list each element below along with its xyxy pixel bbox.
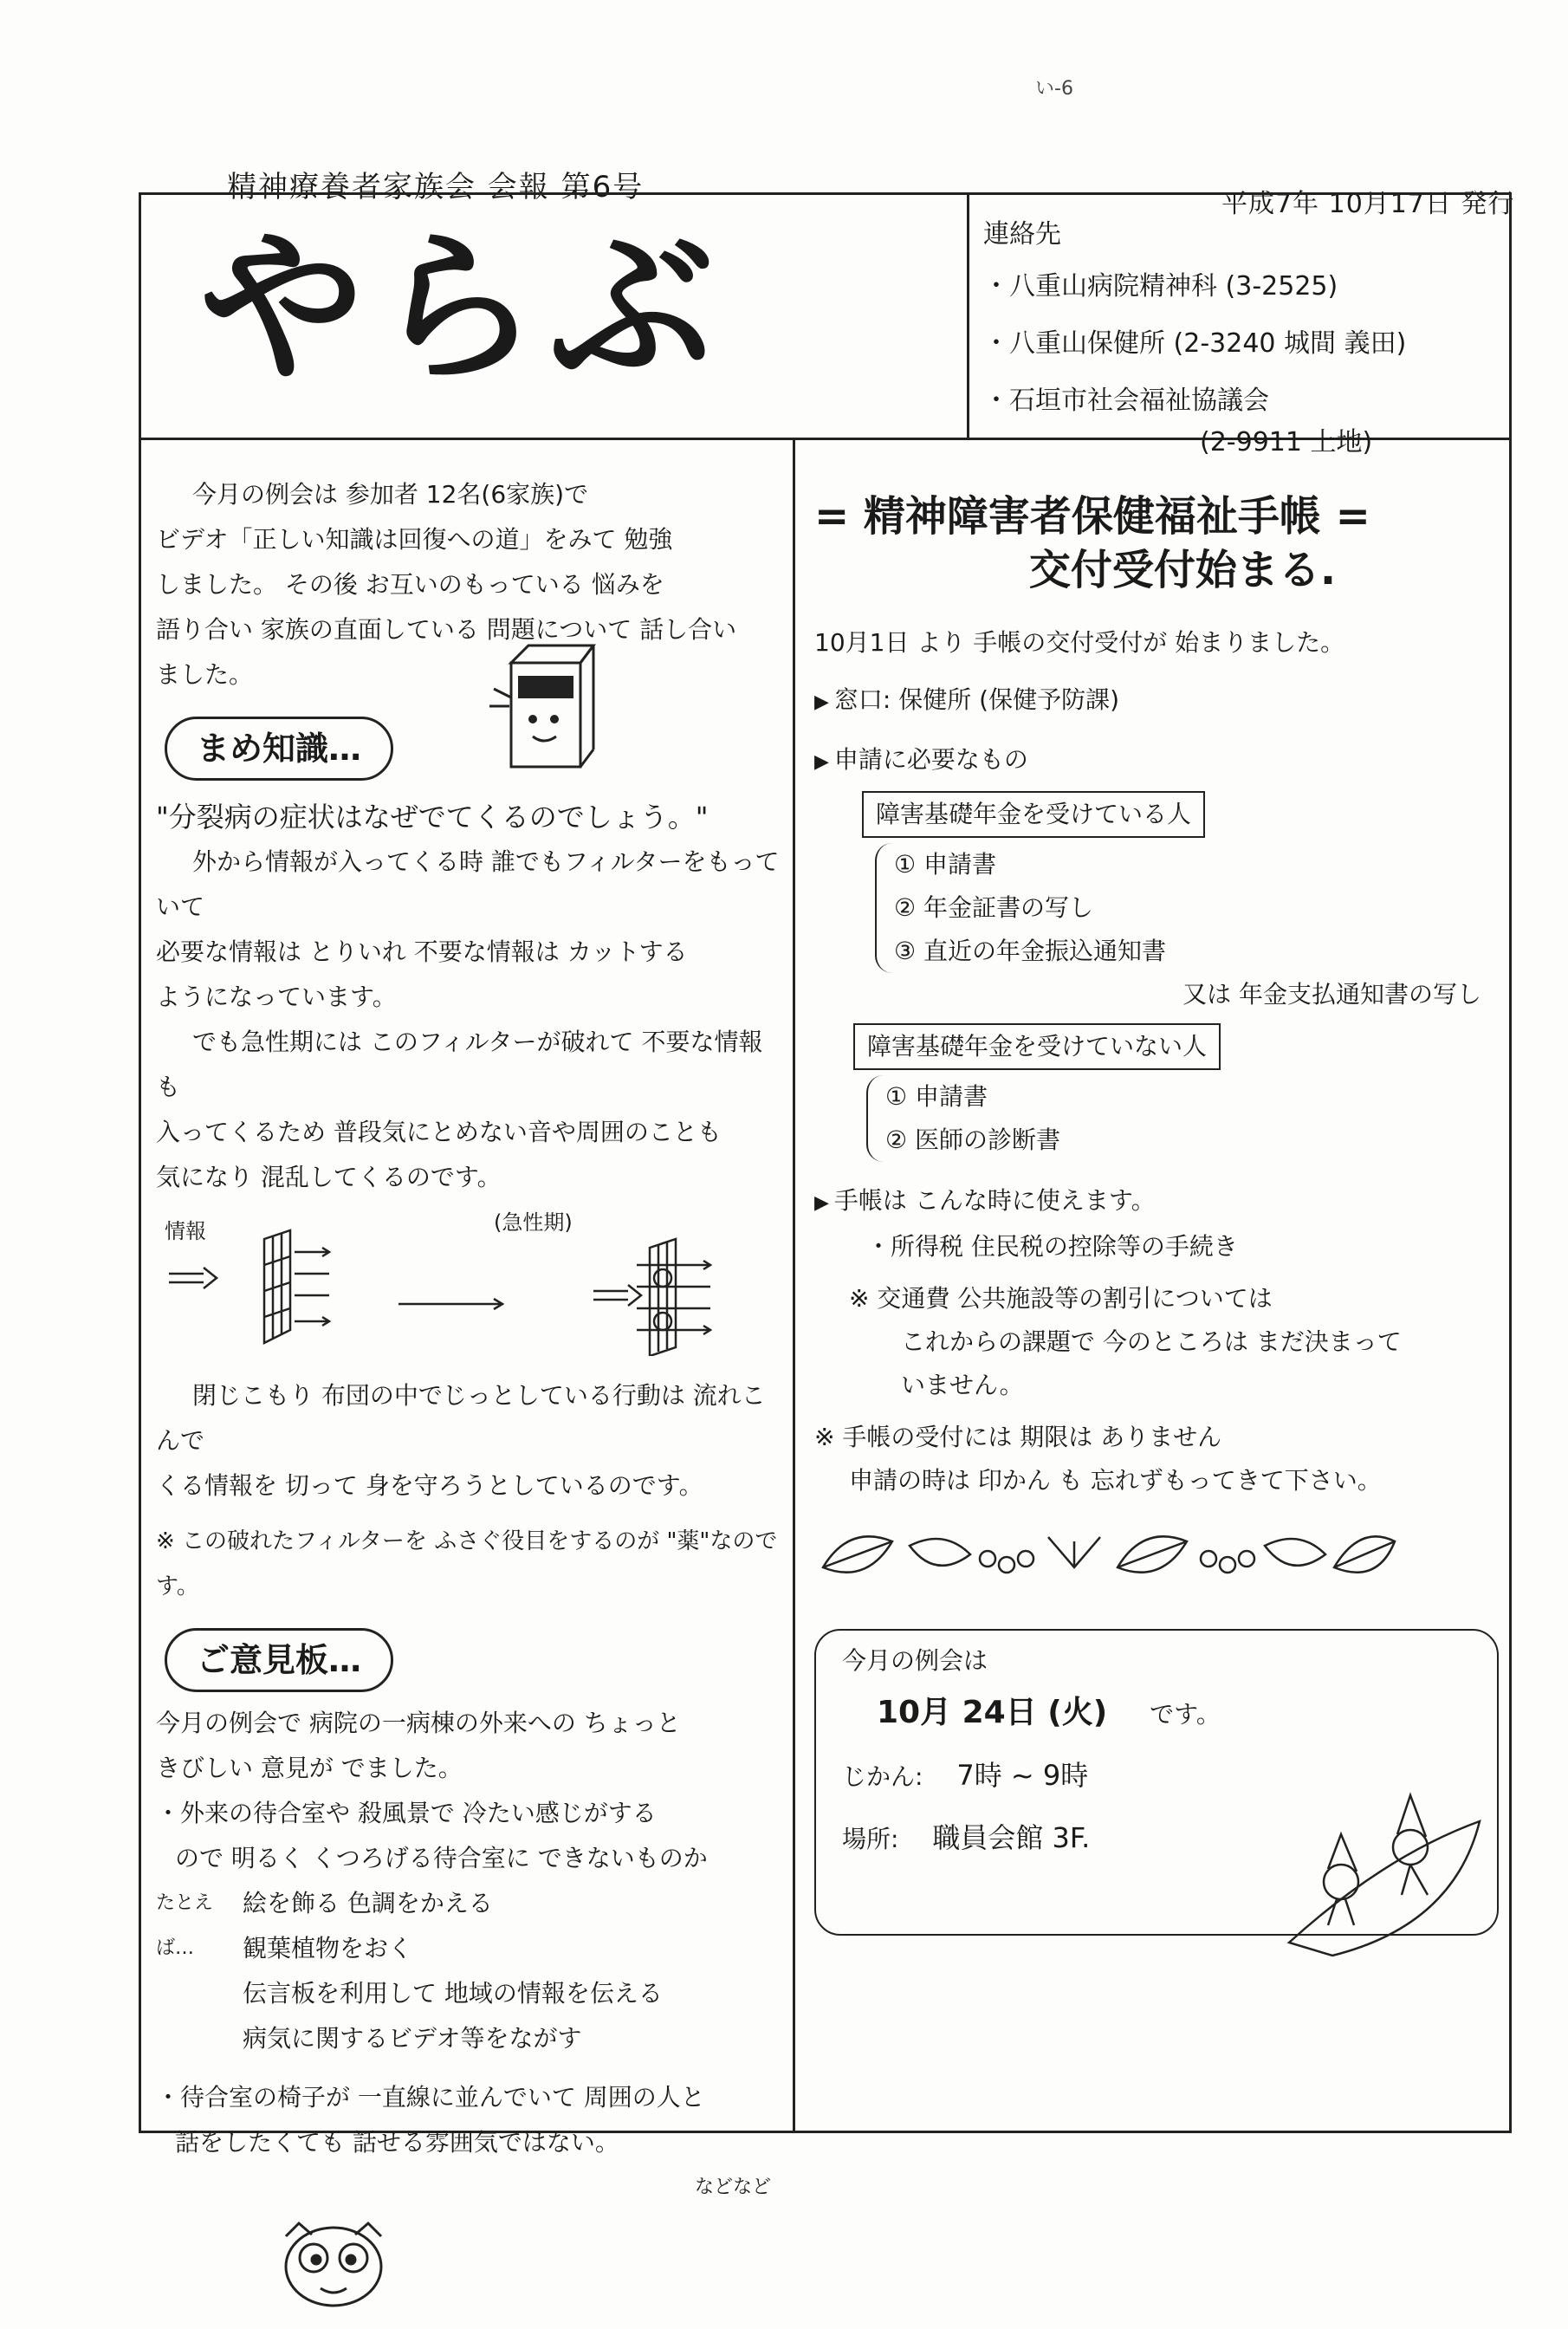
group1-alt: 又は 年金支払通知書の写し bbox=[1182, 980, 1481, 1009]
headline-main: = 精神障害者保健福祉手帳 = bbox=[814, 492, 1370, 541]
group1-list bbox=[875, 843, 1499, 973]
knowledge-line: 気になり 混乱してくるのです。 bbox=[156, 1163, 502, 1191]
right-column bbox=[814, 490, 1499, 1936]
meeting-date: 10月 24日 (火) bbox=[877, 1695, 1108, 1730]
column-divider bbox=[793, 438, 795, 2133]
etc-label: などなど bbox=[694, 2177, 771, 2198]
intro-line: ビデオ「正しい知識は回復への道」をみて 勉強 bbox=[156, 525, 673, 554]
group1-item: ① 申請書 bbox=[894, 850, 997, 879]
contact-item: ・八重山保健所 (2-3240 城間 義田) bbox=[983, 328, 1407, 359]
knowledge-line: 外から情報が入ってくる時 誰でもフィルターをもっていて bbox=[156, 847, 780, 921]
newsletter-title: やらぶ bbox=[199, 211, 725, 404]
intro-line: 今月の例会は 参加者 12名(6家族)で bbox=[192, 480, 589, 509]
contact-heading: 連絡先 bbox=[983, 219, 1061, 250]
knowledge-line: 閉じこもり 布団の中でじっとしている行動は 流れこんで bbox=[156, 1381, 766, 1455]
usage-item: ・所得税 住民税の控除等の手続き bbox=[866, 1232, 1238, 1261]
meeting-time-label: じかん: bbox=[842, 1762, 923, 1791]
example-item: 絵を飾る 色調をかえる bbox=[243, 1889, 493, 1917]
meeting-heading: 今月の例会は bbox=[842, 1646, 988, 1675]
opinion-bullet: ・待合室の椅子が 一直線に並んでいて 周囲の人と bbox=[156, 2083, 705, 2112]
group2-item: ② 医師の診断書 bbox=[885, 1126, 1061, 1154]
note1-line: ※ 交通費 公共施設等の割引については bbox=[849, 1284, 1273, 1313]
acute-label: (急性期) bbox=[494, 1210, 573, 1235]
intro-line: ました。 bbox=[156, 660, 254, 689]
knowledge-heading: まめ知識… bbox=[165, 717, 393, 781]
filter-diagram bbox=[156, 1209, 780, 1356]
contact-item: ・八重山病院精神科 (3-2525) bbox=[983, 271, 1338, 302]
group1-item: ③ 直近の年金振込通知書 bbox=[894, 937, 1167, 965]
info-label: 情報 bbox=[165, 1219, 206, 1243]
example-item: 伝言板を利用して 地域の情報を伝える bbox=[243, 1979, 663, 2008]
newsletter-issue: 精神療養者家族会 会報 第6号 bbox=[227, 170, 645, 204]
header-column-divider bbox=[967, 192, 969, 440]
intro-line: 語り合い 家族の直面している 問題について 話し合い bbox=[156, 615, 737, 644]
opinion-bullet: ・外来の待合室や 殺風景で 冷たい感じがする bbox=[156, 1799, 657, 1827]
meeting-place-label: 場所: bbox=[842, 1825, 899, 1853]
meeting-place: 職員会館 3F. bbox=[932, 1821, 1091, 1854]
opinion-heading: ご意見板… bbox=[165, 1628, 393, 1692]
knowledge-line: くる情報を 切って 身を守ろうとしているのです。 bbox=[156, 1471, 703, 1500]
leaf-border bbox=[814, 1520, 1403, 1589]
start-notice: 10月1日 より 手帳の交付受付が 始まりました。 bbox=[814, 628, 1345, 657]
window-info: ▶ 窓口: 保健所 (保健予防課) bbox=[814, 678, 1499, 724]
opinion-line: 今月の例会で 病院の一病棟の外来への ちょっと bbox=[156, 1709, 681, 1737]
filter-drawing bbox=[156, 1226, 780, 1356]
page-number: い-6 bbox=[1035, 78, 1073, 100]
example-item: 病気に関するビデオ等をながす bbox=[243, 2024, 582, 2053]
contact-sub: (2-9911 上地) bbox=[1200, 427, 1373, 457]
knowledge-line: ようになっています。 bbox=[156, 983, 397, 1011]
group2-label: 障害基礎年金を受けていない人 bbox=[853, 1023, 1221, 1070]
left-column bbox=[156, 472, 780, 2329]
knowledge-line: 必要な情報は とりいれ 不要な情報は カットする bbox=[156, 937, 688, 966]
meeting-box bbox=[814, 1629, 1499, 1936]
opinion-bullet-cont: 話をしたくても 話せる雰囲気ではない。 bbox=[175, 2128, 619, 2157]
group2-list bbox=[866, 1075, 1499, 1162]
note1-line: いません。 bbox=[901, 1371, 1024, 1399]
book-illustration bbox=[485, 637, 598, 784]
example-block bbox=[156, 1881, 780, 2061]
example-label: たとえば… bbox=[156, 1892, 214, 1959]
owl-illustration bbox=[269, 2210, 398, 2314]
opinion-line: きびしい 意見が でました。 bbox=[156, 1754, 463, 1782]
intro-line: しました。 その後 お互いのもっている 悩みを bbox=[156, 570, 664, 599]
opinion-bullet-cont: ので 明るく くつろげる待合室に できないものか bbox=[175, 1844, 708, 1872]
usage-heading: ▶ 手帳は こんな時に使えます。 bbox=[814, 1179, 1499, 1225]
example-item: 観葉植物をおく bbox=[243, 1934, 413, 1962]
knowledge-line: でも急性期には このフィルターが破れて 不要な情報も bbox=[156, 1028, 763, 1101]
contact-item: ・石垣市社会福祉協議会 bbox=[983, 386, 1269, 416]
note2-line: ※ 手帳の受付には 期限は ありません bbox=[814, 1423, 1222, 1451]
note2-line: 申請の時は 印かん も 忘れずもってきて下さい。 bbox=[849, 1466, 1382, 1495]
group2-item: ① 申請書 bbox=[885, 1082, 988, 1111]
knowledge-line: 入ってくるため 普段気にとめない音や周囲のことも bbox=[156, 1118, 722, 1146]
gnome-illustration bbox=[1280, 1787, 1488, 1960]
note1-line: これからの課題で 今のところは まだ決まって bbox=[901, 1327, 1402, 1356]
knowledge-question: "分裂病の症状はなぜでてくるのでしょう。" bbox=[156, 801, 709, 834]
issue-date: 平成7年 10月17日 発行 bbox=[1221, 189, 1515, 219]
medicine-note: ※ この破れたフィルターを ふさぐ役目をするのが "薬"なのです。 bbox=[156, 1528, 778, 1599]
headline-sub: 交付受付始まる. bbox=[1028, 546, 1337, 594]
group1-label: 障害基礎年金を受けている人 bbox=[862, 791, 1205, 838]
needed-heading: ▶ 申請に必要なもの bbox=[814, 738, 1499, 784]
meeting-time: 7時 ~ 9時 bbox=[956, 1759, 1089, 1792]
group1-item: ② 年金証書の写し bbox=[894, 893, 1094, 922]
contact-box bbox=[983, 212, 1503, 458]
meeting-date-suffix: です。 bbox=[1150, 1700, 1221, 1729]
